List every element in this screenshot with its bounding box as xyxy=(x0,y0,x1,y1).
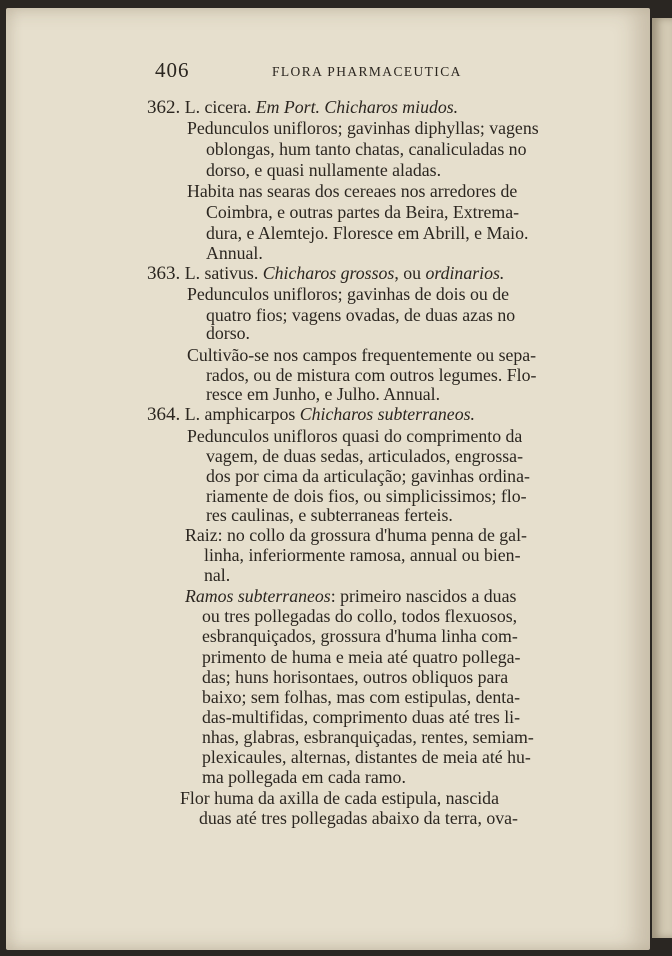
species-name: L. sativus. xyxy=(184,263,263,283)
separator-text: , ou xyxy=(394,263,426,283)
text-line: vagem, de duas sedas, articulados, engrossa- xyxy=(206,446,523,466)
page-header xyxy=(0,58,672,88)
entry-number: 364. xyxy=(147,404,181,425)
text-line: linha, inferiormente ramosa, annual ou bien- xyxy=(204,545,521,565)
entry-363-heading xyxy=(147,263,504,284)
text-line: Pedunculos unifloros; gavinhas de dois ou de xyxy=(187,284,509,304)
text-line: Cultivão-se nos campos frequentemente ou sepa- xyxy=(187,345,537,365)
text-line: duas até tres pollegadas abaixo da terra, ova- xyxy=(199,808,518,828)
text-line: das; huns horisontaes, outros obliquos para xyxy=(202,667,509,687)
text-line: Pedunculos unifloros quasi do comprimento da xyxy=(187,426,523,446)
common-name: Em Port. Chicharos miudos. xyxy=(255,97,459,117)
running-title: FLORA PHARMACEUTICA xyxy=(272,64,462,79)
page-number: 406 xyxy=(155,58,190,82)
next-page-edge xyxy=(652,18,672,938)
text-line: oblongas, hum tanto chatas, canaliculadas no xyxy=(206,139,527,159)
entry-364-heading xyxy=(147,404,475,425)
entry-number: 363. xyxy=(147,263,181,284)
common-name: Chicharos subterraneos. xyxy=(299,404,475,424)
text-line: esbranquiçados, grossura d'huma linha com- xyxy=(202,626,518,646)
entry-number: 362. xyxy=(147,97,181,118)
text-line: res caulinas, e subterraneas ferteis. xyxy=(206,505,453,525)
subheading-text: : primeiro nascidos a duas xyxy=(330,586,517,606)
text-line: rados, ou de mistura com outros legumes. Flo- xyxy=(206,365,537,385)
subheading-line xyxy=(185,586,516,606)
text-line: Raiz: no collo da grossura d'huma penna de gal- xyxy=(185,525,527,545)
text-line: ou tres pollegadas do collo, todos flexuosos, xyxy=(202,606,518,626)
text-line: dorso. xyxy=(206,323,250,343)
text-line: plexicaules, alternas, distantes de meia até hu- xyxy=(202,747,531,767)
species-name: L. cicera. xyxy=(184,97,256,117)
species-name: L. amphicarpos xyxy=(184,404,300,424)
common-name: Chicharos grossos xyxy=(262,263,395,283)
text-line: baixo; sem folhas, mas com estipulas, denta- xyxy=(202,687,521,707)
text-line: Annual. xyxy=(206,243,263,263)
text-line: das-multifidas, comprimento duas até tres li- xyxy=(202,707,521,727)
text-line: primento de huma e meia até quatro pollega- xyxy=(202,647,521,667)
common-name-alt: ordinarios. xyxy=(425,263,505,283)
subheading-term: Ramos subterraneos xyxy=(185,586,331,606)
text-line: dos por cima da articulação; gavinhas ordina- xyxy=(206,466,530,486)
text-line: nhas, glabras, esbranquiçadas, rentes, semiam- xyxy=(202,727,534,747)
text-line: dura, e Alemtejo. Floresce em Abrill, e Maio. xyxy=(206,223,529,243)
text-line: dorso, e quasi nullamente aladas. xyxy=(206,160,442,180)
text-line: quatro fios; vagens ovadas, de duas azas no xyxy=(206,305,516,325)
text-line: ma pollegada em cada ramo. xyxy=(202,767,406,787)
text-line: riamente de dois fios, ou simplicissimos; flo- xyxy=(206,486,527,506)
text-line: Coimbra, e outras partes da Beira, Extrema- xyxy=(206,202,520,222)
text-line: Pedunculos unifloros; gavinhas diphyllas; vagens xyxy=(187,118,539,138)
text-line: Habita nas searas dos cereaes nos arredores de xyxy=(187,181,518,201)
text-line: resce em Junho, e Julho. Annual. xyxy=(206,384,441,404)
text-line: nal. xyxy=(204,565,231,585)
text-line: Flor huma da axilla de cada estipula, nascida xyxy=(180,788,499,808)
entry-362-heading xyxy=(147,97,458,118)
